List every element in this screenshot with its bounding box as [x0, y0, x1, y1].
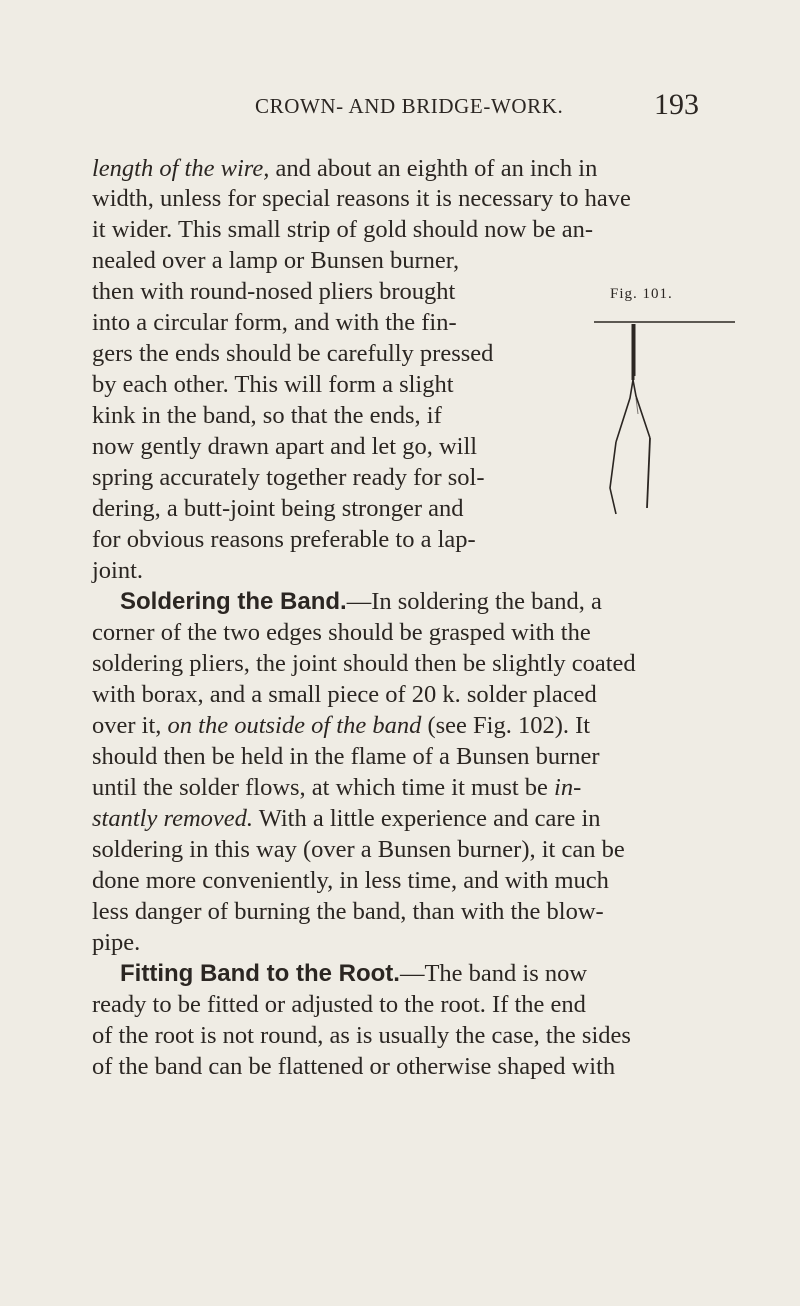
- text-span: over it,: [92, 712, 168, 739]
- figure-label: Fig. 101.: [610, 286, 673, 302]
- text-line: it wider. This small strip of gold should now be an-: [92, 216, 594, 243]
- italic-text: in-: [554, 774, 582, 801]
- text-line: ready to be fitted or adjusted to the root. If the end: [92, 991, 586, 1018]
- running-head: CROWN- AND BRIDGE-WORK.: [255, 94, 564, 118]
- text-span: and about an eighth of an inch in: [269, 155, 598, 182]
- text-line: [92, 711, 590, 741]
- text-line: gers the ends should be carefully pressed: [92, 340, 494, 367]
- section-heading: Soldering the Band.: [120, 588, 347, 615]
- text-line: [120, 587, 602, 617]
- figure-band-illustration: [590, 318, 750, 578]
- text-line: for obvious reasons preferable to a lap-: [92, 526, 476, 553]
- text-line: of the band can be flattened or otherwise shaped with: [92, 1053, 616, 1080]
- text-line: then with round-nosed pliers brought: [92, 278, 456, 305]
- text-span: until the solder flows, at which time it must be: [92, 774, 555, 801]
- text-span: —The band is now: [399, 960, 588, 987]
- text-line: pipe.: [92, 929, 141, 956]
- text-line: by each other. This will form a slight: [92, 371, 454, 398]
- text-line: now gently drawn apart and let go, will: [92, 433, 478, 460]
- text-line: [92, 804, 601, 834]
- text-line: joint.: [92, 557, 144, 584]
- section-heading: Fitting Band to the Root.: [120, 960, 400, 987]
- text-line: of the root is not round, as is usually the case, the sides: [92, 1022, 631, 1049]
- text-line: nealed over a lamp or Bunsen burner,: [92, 247, 460, 274]
- text-line: [92, 773, 581, 803]
- text-line: done more conveniently, in less time, and with much: [92, 867, 609, 894]
- text-line: [92, 154, 752, 184]
- text-span: (see Fig. 102). It: [421, 712, 591, 739]
- page-header: [0, 88, 800, 128]
- text-line: dering, a butt-joint being stronger and: [92, 495, 464, 522]
- text-line: width, unless for special reasons it is necessary to have: [92, 185, 631, 212]
- text-line: soldering in this way (over a Bunsen burner), it can be: [92, 836, 625, 863]
- text-line: into a circular form, and with the fin-: [92, 309, 457, 336]
- text-line: less danger of burning the band, than with the blow-: [92, 898, 604, 925]
- text-line: spring accurately together ready for sol-: [92, 464, 485, 491]
- italic-text: length of the wire,: [92, 155, 270, 182]
- italic-text: on the outside of the band: [167, 712, 422, 739]
- text-line: [120, 959, 587, 989]
- text-line: with borax, and a small piece of 20 k. solder placed: [92, 681, 597, 708]
- page-number: 193: [654, 88, 699, 121]
- text-span: —In soldering the band, a: [346, 588, 602, 615]
- italic-text: stantly removed.: [92, 805, 254, 832]
- text-span: With a little experience and care in: [253, 805, 601, 832]
- text-line: kink in the band, so that the ends, if: [92, 402, 442, 429]
- text-line: should then be held in the flame of a Bunsen burner: [92, 743, 600, 770]
- text-line: soldering pliers, the joint should then be slightly coated: [92, 650, 636, 677]
- text-line: corner of the two edges should be grasped with the: [92, 619, 591, 646]
